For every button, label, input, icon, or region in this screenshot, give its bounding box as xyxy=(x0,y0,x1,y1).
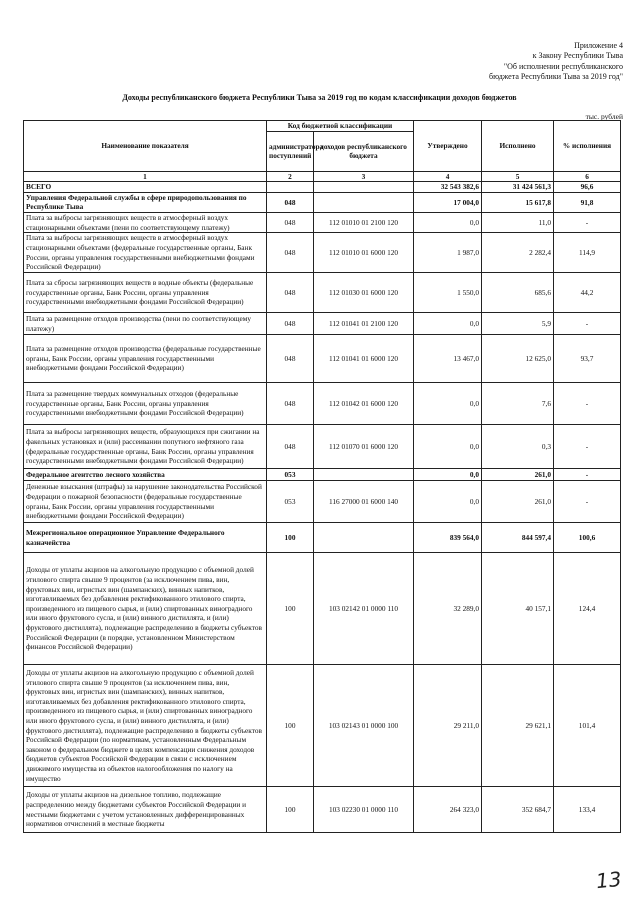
cell-executed: 261,0 xyxy=(482,469,554,481)
cell-admin-code: 048 xyxy=(267,383,314,425)
cell-admin-code: 048 xyxy=(267,313,314,335)
cell-percent: 93,7 xyxy=(554,335,621,383)
cell-admin-code: 048 xyxy=(267,233,314,273)
cell-revenue-code: 103 02142 01 0000 110 xyxy=(314,553,414,665)
cell-approved: 0,0 xyxy=(414,469,482,481)
cell-admin-code: 048 xyxy=(267,212,314,232)
cell-revenue-code: 112 01070 01 6000 120 xyxy=(314,425,414,469)
cell-executed: 29 621,1 xyxy=(482,665,554,787)
cell-revenue-code xyxy=(314,523,414,553)
cell-executed: 40 157,1 xyxy=(482,553,554,665)
cell-percent: - xyxy=(554,481,621,523)
header-num-6: 6 xyxy=(554,171,621,182)
table-row xyxy=(24,233,621,273)
cell-approved: 264 323,0 xyxy=(414,787,482,833)
cell-name: Плата за выбросы загрязняющих веществ в атмосферный воздух стационарными объектами (пени по соответствующему платежу) xyxy=(24,212,267,232)
cell-revenue-code: 112 01010 01 2100 120 xyxy=(314,212,414,232)
appendix-line-3: "Об исполнении республиканского xyxy=(503,61,623,71)
cell-revenue-code xyxy=(314,192,414,212)
cell-admin-code xyxy=(267,182,314,193)
cell-approved: 0,0 xyxy=(414,481,482,523)
header-name: Наименование показателя xyxy=(24,121,267,172)
header-percent: % исполнения xyxy=(554,121,621,172)
cell-revenue-code: 103 02143 01 0000 100 xyxy=(314,665,414,787)
cell-name: Управления Федеральной службы в сфере природопользования по Республике Тыва xyxy=(24,192,267,212)
cell-admin-code: 048 xyxy=(267,335,314,383)
cell-percent: - xyxy=(554,425,621,469)
cell-percent: - xyxy=(554,469,621,481)
table-row xyxy=(24,523,621,553)
appendix-line-1: Приложение 4 xyxy=(574,41,623,50)
cell-percent: 96,6 xyxy=(554,182,621,193)
cell-percent: 114,9 xyxy=(554,233,621,273)
table-row xyxy=(24,469,621,481)
cell-percent: 91,8 xyxy=(554,192,621,212)
header-num-2: 2 xyxy=(267,171,314,182)
cell-name: Федеральное агентство лесного хозяйства xyxy=(24,469,267,481)
appendix-line-4: бюджета Республики Тыва за 2019 год" xyxy=(489,71,623,81)
cell-approved: 32 289,0 xyxy=(414,553,482,665)
cell-revenue-code: 112 01041 01 6000 120 xyxy=(314,335,414,383)
header-admin: администратора поступлений xyxy=(267,131,314,171)
table-row xyxy=(24,787,621,833)
cell-percent: - xyxy=(554,212,621,232)
cell-executed: 12 625,0 xyxy=(482,335,554,383)
cell-percent: 133,4 xyxy=(554,787,621,833)
cell-approved: 17 004,0 xyxy=(414,192,482,212)
cell-approved: 0,0 xyxy=(414,425,482,469)
cell-percent: 124,4 xyxy=(554,553,621,665)
cell-admin-code: 053 xyxy=(267,481,314,523)
cell-admin-code: 100 xyxy=(267,787,314,833)
cell-executed: 11,0 xyxy=(482,212,554,232)
cell-executed: 685,6 xyxy=(482,273,554,313)
cell-name: ВСЕГО xyxy=(24,182,267,193)
table-row xyxy=(24,192,621,212)
cell-revenue-code: 112 01042 01 6000 120 xyxy=(314,383,414,425)
cell-revenue-code xyxy=(314,469,414,481)
cell-revenue-code: 116 27000 01 6000 140 xyxy=(314,481,414,523)
table-row xyxy=(24,212,621,232)
header-executed: Исполнено xyxy=(482,121,554,172)
cell-revenue-code: 112 01030 01 6000 120 xyxy=(314,273,414,313)
cell-name: Плата за выбросы загрязняющих веществ, образующихся при сжигании на факельных установках и (или) рассеивании попутного нефтяного газа (федеральные государственные органы, Банк России, органы управления государственными внебюджетными фондами Российской Федерации) xyxy=(24,425,267,469)
table-body xyxy=(24,182,621,833)
cell-admin-code: 100 xyxy=(267,553,314,665)
table-row xyxy=(24,335,621,383)
cell-approved: 0,0 xyxy=(414,212,482,232)
cell-executed: 31 424 561,3 xyxy=(482,182,554,193)
cell-name: Плата за размещение твердых коммунальных отходов (федеральные государственные органы, Банк России, органы управления государственными внебюджетными фондами Российской Федерации) xyxy=(24,383,267,425)
header-num-4: 4 xyxy=(414,171,482,182)
header-revenue-code: доходов республиканского бюджета xyxy=(314,131,414,171)
revenue-table xyxy=(23,120,621,833)
cell-name: Плата за размещение отходов производства (пени по соответствующему платежу) xyxy=(24,313,267,335)
table-row xyxy=(24,665,621,787)
table-row xyxy=(24,481,621,523)
cell-revenue-code: 103 02230 01 0000 110 xyxy=(314,787,414,833)
cell-name: Плата за размещение отходов производства (федеральные государственные органы, Банк России, органы управления государственными внебюджетными фондами Российской Федерации) xyxy=(24,335,267,383)
cell-name: Доходы от уплаты акцизов на алкогольную продукцию с объемной долей этилового спирта свыше 9 процентов (за исключением пива, вин, фруктовых вин, игристых вин (шампанских), винных напитков, изготавливаемых без добавления ректификованного этилового спирта, произведенного из пищевого сырья, и (или) спиртованных виноградного или иного фруктового сусла, и (или) винного дистиллята, и (или) фруктового дистиллята), подлежащие распределению в бюджеты субъектов Российской Федерации (в порядке, установленном Министерством финансов Российской Федерации) xyxy=(24,553,267,665)
cell-approved: 1 550,0 xyxy=(414,273,482,313)
header-code-group: Код бюджетной классификации xyxy=(267,121,414,132)
header-num-3: 3 xyxy=(314,171,414,182)
appendix-header xyxy=(393,41,623,82)
cell-approved: 29 211,0 xyxy=(414,665,482,787)
cell-approved: 0,0 xyxy=(414,383,482,425)
cell-admin-code: 100 xyxy=(267,665,314,787)
cell-name: Плата за сбросы загрязняющих веществ в водные объекты (федеральные государственные органы, Банк России, органы управления государственными внебюджетными фондами Российской Федерации) xyxy=(24,273,267,313)
cell-revenue-code: 112 01010 01 6000 120 xyxy=(314,233,414,273)
cell-name: Денежные взыскания (штрафы) за нарушение законодательства Российской Федерации о пожарной безопасности (федеральные государственные органы, Банк России, органы управления государственными внебюджетными фондами Российской Федерации) xyxy=(24,481,267,523)
cell-approved: 839 564,0 xyxy=(414,523,482,553)
cell-executed: 2 282,4 xyxy=(482,233,554,273)
table-row xyxy=(24,313,621,335)
cell-admin-code: 100 xyxy=(267,523,314,553)
header-num-5: 5 xyxy=(482,171,554,182)
cell-approved: 1 987,0 xyxy=(414,233,482,273)
cell-percent: 100,6 xyxy=(554,523,621,553)
cell-approved: 13 467,0 xyxy=(414,335,482,383)
cell-percent: - xyxy=(554,313,621,335)
cell-admin-code: 053 xyxy=(267,469,314,481)
cell-percent: - xyxy=(554,383,621,425)
cell-revenue-code xyxy=(314,182,414,193)
table-row xyxy=(24,383,621,425)
cell-executed: 5,9 xyxy=(482,313,554,335)
header-num-1: 1 xyxy=(24,171,267,182)
cell-admin-code: 048 xyxy=(267,192,314,212)
cell-approved: 32 543 382,6 xyxy=(414,182,482,193)
cell-executed: 261,0 xyxy=(482,481,554,523)
cell-name: Доходы от уплаты акцизов на дизельное топливо, подлежащие распределению между бюджетами субъектов Российской Федерации и местными бюджетами с учетом установленных дифференцированных нормативов отчислений в местные бюджеты xyxy=(24,787,267,833)
cell-name: Плата за выбросы загрязняющих веществ в атмосферный воздух стационарными объектами (федеральные государственные органы, Банк России, органы управления государственными внебюджетными фондами Российской Федерации) xyxy=(24,233,267,273)
cell-executed: 352 684,7 xyxy=(482,787,554,833)
handwritten-page-number: 13 xyxy=(594,866,623,894)
cell-admin-code: 048 xyxy=(267,273,314,313)
cell-executed: 0,3 xyxy=(482,425,554,469)
appendix-line-2: к Закону Республики Тыва xyxy=(532,51,623,61)
table-row xyxy=(24,553,621,665)
cell-percent: 44,2 xyxy=(554,273,621,313)
cell-executed: 7,6 xyxy=(482,383,554,425)
unit-label: тыс. рублей xyxy=(585,112,623,121)
cell-approved: 0,0 xyxy=(414,313,482,335)
cell-revenue-code: 112 01041 01 2100 120 xyxy=(314,313,414,335)
table-row xyxy=(24,182,621,193)
table-row xyxy=(24,425,621,469)
document-title: Доходы республиканского бюджета Республики Тыва за 2019 год по кодам классификации доходов бюджетов xyxy=(122,93,517,102)
cell-executed: 844 597,4 xyxy=(482,523,554,553)
cell-admin-code: 048 xyxy=(267,425,314,469)
table-row xyxy=(24,273,621,313)
cell-percent: 101,4 xyxy=(554,665,621,787)
cell-name: Доходы от уплаты акцизов на алкогольную продукцию с объемной долей этилового спирта свыше 9 процентов (за исключением пива, вин, фруктовых вин, игристых вин (шампанских), винных напитков, изготавливаемых без добавления ректификованного этилового спирта, произведенного из пищевого сырья, и (или) спиртованных виноградного или иного фруктового сусла, и (или) винного дистиллята, и (или) фруктового дистиллята), подлежащие распределению в бюджеты субъектов Российской Федерации (по нормативам, установленным Федеральным законом о федеральном бюджете в целях компенсации снижения доходов бюджетов субъектов Российской Федерации в связи с исключением движимого имущества из объектов налогообложения по налогу на имущество xyxy=(24,665,267,787)
header-approved: Утверждено xyxy=(414,121,482,172)
cell-executed: 15 617,8 xyxy=(482,192,554,212)
cell-name: Межрегиональное операционное Управление Федерального казначейства xyxy=(24,523,267,553)
